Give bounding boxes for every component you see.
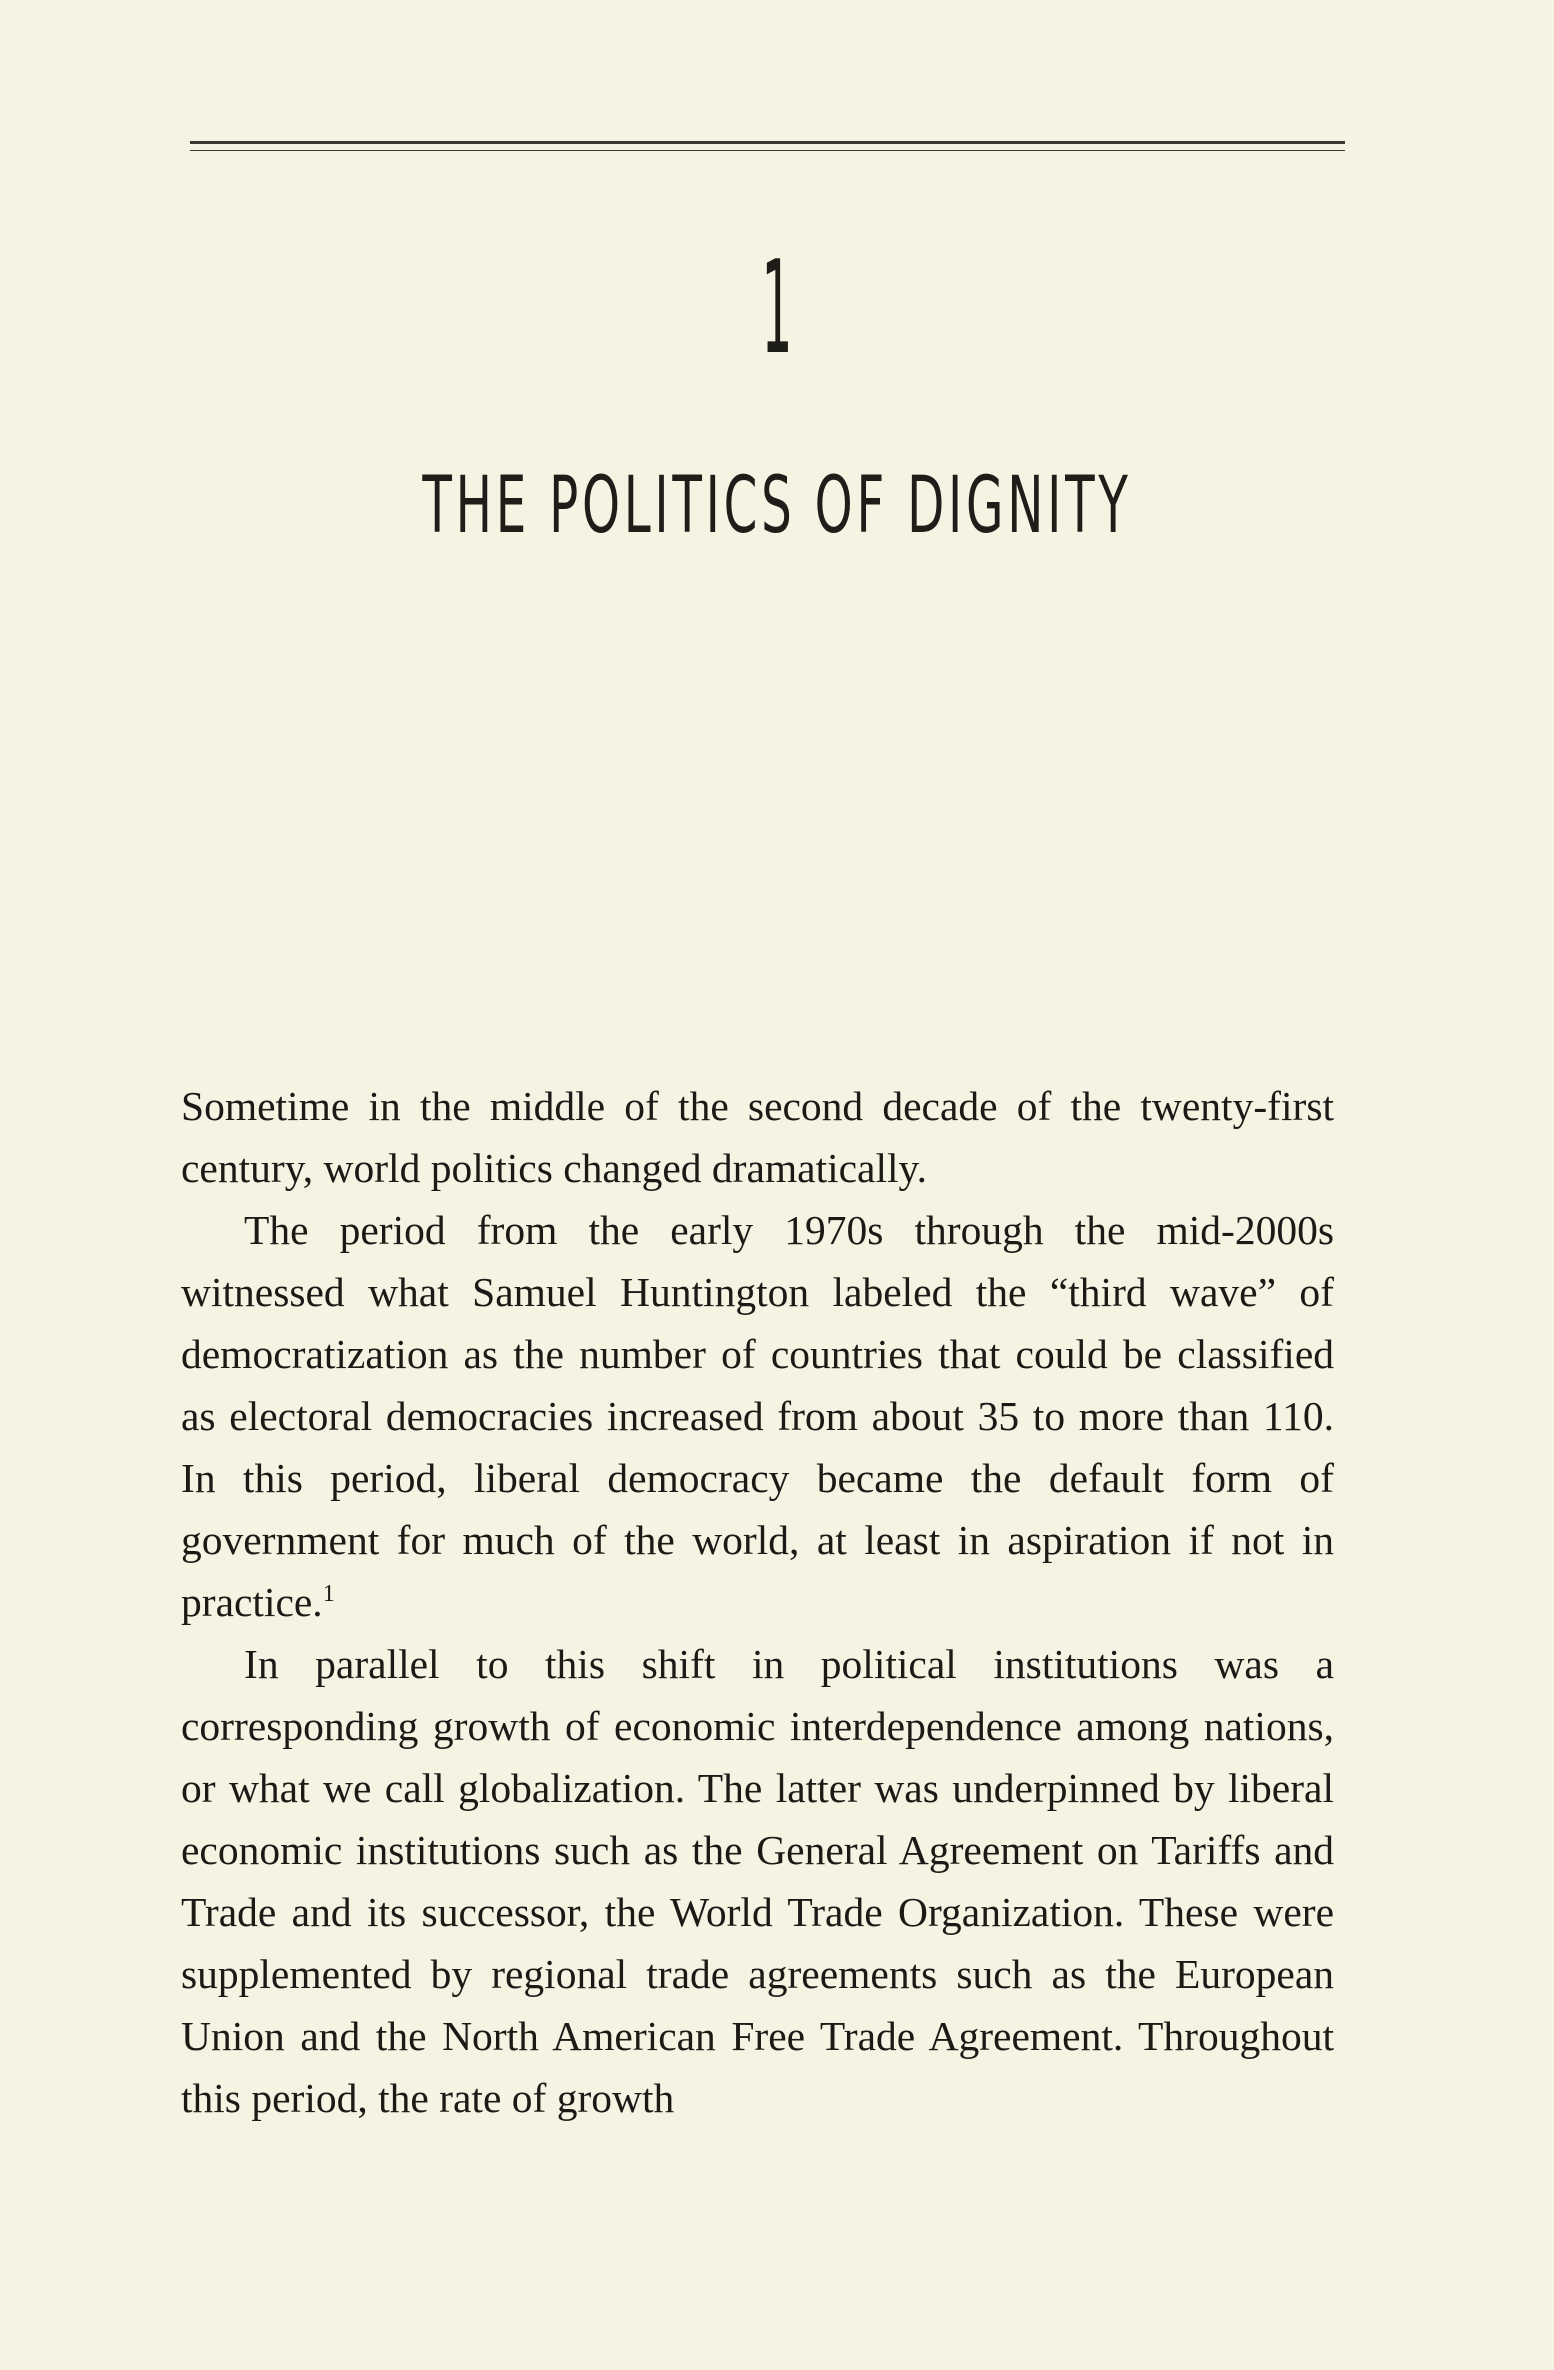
- paragraph: [181, 1199, 1334, 1633]
- paragraph: [181, 1075, 1334, 1199]
- chapter-title: THE POLITICS OF DIGNITY: [422, 461, 1132, 551]
- paragraph: [181, 1633, 1334, 2129]
- paragraph-text: The period from the early 1970s through the mid-2000s witnessed what Samuel Huntington labeled the “third wave” of democratization as the number of countries that could be classified as electoral democracies increased from about 35 to more than 110. In this period, liberal democracy became the default form of government for much of the world, at least in aspiration if not in practice.: [181, 1207, 1334, 1625]
- chapter-rule-thin: [190, 150, 1345, 151]
- body-text: [181, 1075, 1334, 2129]
- footnote-reference[interactable]: 1: [322, 1581, 335, 1608]
- paragraph-text: Sometime in the middle of the second decade of the twenty-first century, world politics changed dramatically.: [181, 1083, 1334, 1191]
- chapter-number: 1: [761, 234, 793, 383]
- chapter-rule-thick: [190, 141, 1345, 144]
- paragraph-text: In parallel to this shift in political institutions was a corresponding growth of economic interdependence among nations, or what we call globalization. The latter was underpinned by liberal economic institutions such as the General Agreement on Tariffs and Trade and its successor, the World Trade Organization. These were supplemented by regional trade agreements such as the European Union and the North American Free Trade Agreement. Throughout this period, the rate of growth: [181, 1641, 1334, 2121]
